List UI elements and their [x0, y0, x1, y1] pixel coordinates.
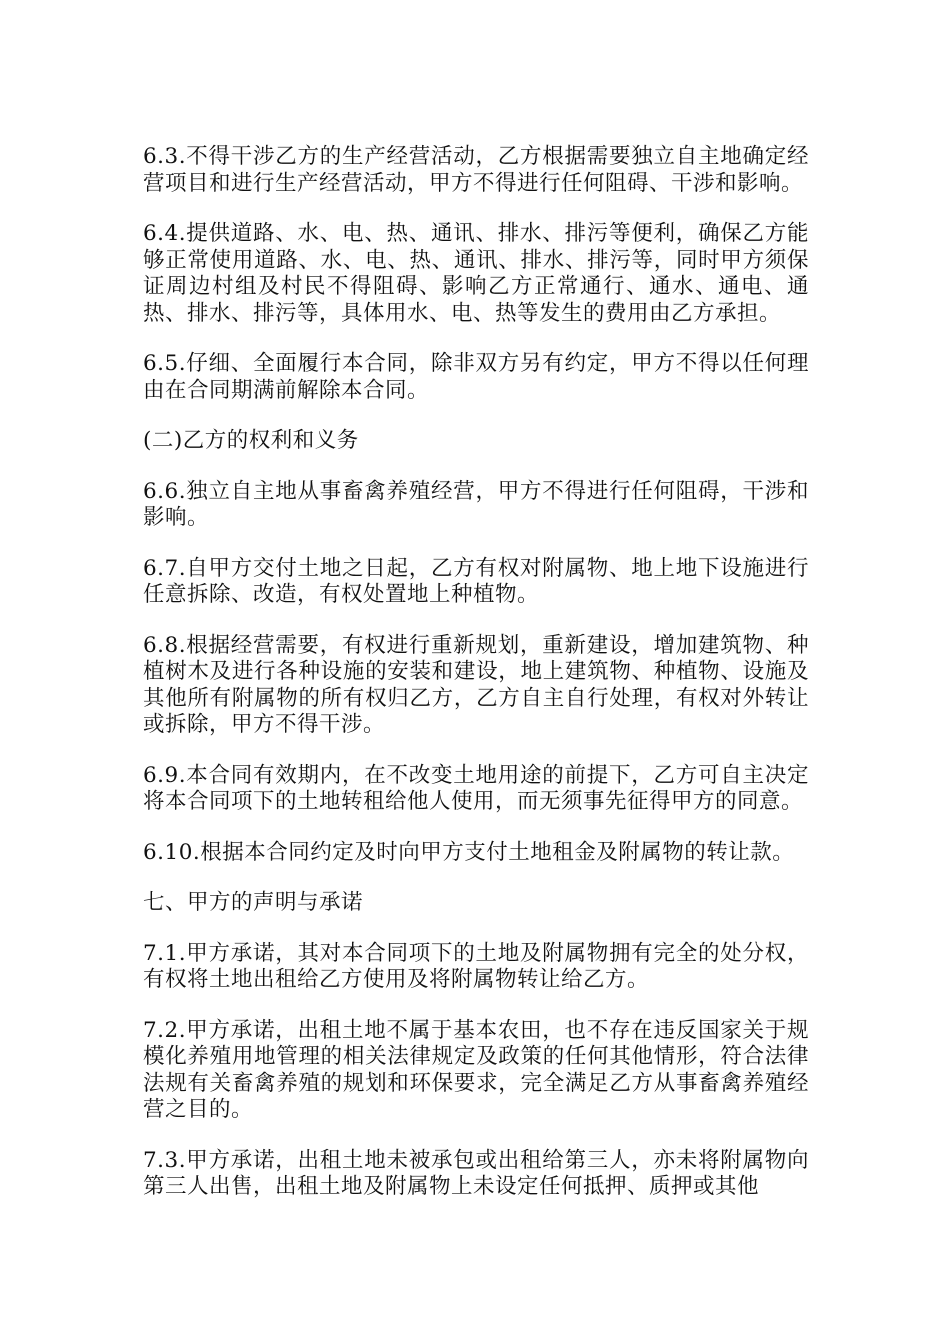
clause-6-9: 6.9.本合同有效期内，在不改变土地用途的前提下，乙方可自主决定将本合同项下的土地转租给他人使用，而无须事先征得甲方的同意。 — [143, 762, 809, 814]
document-body — [143, 144, 809, 1225]
clause-7-3: 7.3.甲方承诺，出租土地未被承包或出租给第三人，亦未将附属物向第三人出售，出租土地及附属物上未设定任何抵押、质押或其他 — [143, 1147, 809, 1199]
clause-6-8: 6.8.根据经营需要，有权进行重新规划，重新建设，增加建筑物、种植树木及进行各种设施的安装和建设，地上建筑物、种植物、设施及其他所有附属物的所有权归乙方，乙方自主自行处理，有权对外转让或拆除，甲方不得干涉。 — [143, 632, 809, 737]
clause-7-1: 7.1.甲方承诺，其对本合同项下的土地及附属物拥有完全的处分权，有权将土地出租给乙方使用及将附属物转让给乙方。 — [143, 940, 809, 992]
section-heading-party-b-rights: (二)乙方的权利和义务 — [143, 428, 359, 453]
clause-6-6: 6.6.独立自主地从事畜禽养殖经营，甲方不得进行任何阻碍，干涉和影响。 — [143, 478, 809, 530]
clause-7-2: 7.2.甲方承诺，出租土地不属于基本农田，也不存在违反国家关于规模化养殖用地管理的相关法律规定及政策的任何其他情形，符合法律法规有关畜禽养殖的规划和环保要求，完全满足乙方从事畜禽养殖经营之目的。 — [143, 1017, 809, 1122]
clause-6-10: 6.10.根据本合同约定及时向甲方支付土地租金及附属物的转让款。 — [143, 839, 795, 865]
clause-6-4: 6.4.提供道路、水、电、热、通讯、排水、排污等便利，确保乙方能够正常使用道路、水、电、热、通讯、排水、排污等，同时甲方须保证周边村组及村民不得阻碍、影响乙方正常通行、通水、通电、通热、排水、排污等，具体用水、电、热等发生的费用由乙方承担。 — [143, 221, 809, 326]
clause-6-7: 6.7.自甲方交付土地之日起，乙方有权对附属物、地上地下设施进行任意拆除、改造，有权处置地上种植物。 — [143, 555, 809, 607]
section-heading-party-a-statements: 七、甲方的声明与承诺 — [143, 890, 364, 915]
clause-6-3: 6.3.不得干涉乙方的生产经营活动，乙方根据需要独立自主地确定经营项目和进行生产经营活动，甲方不得进行任何阻碍、干涉和影响。 — [143, 144, 809, 196]
clause-6-5: 6.5.仔细、全面履行本合同，除非双方另有约定，甲方不得以任何理由在合同期满前解除本合同。 — [143, 351, 809, 403]
